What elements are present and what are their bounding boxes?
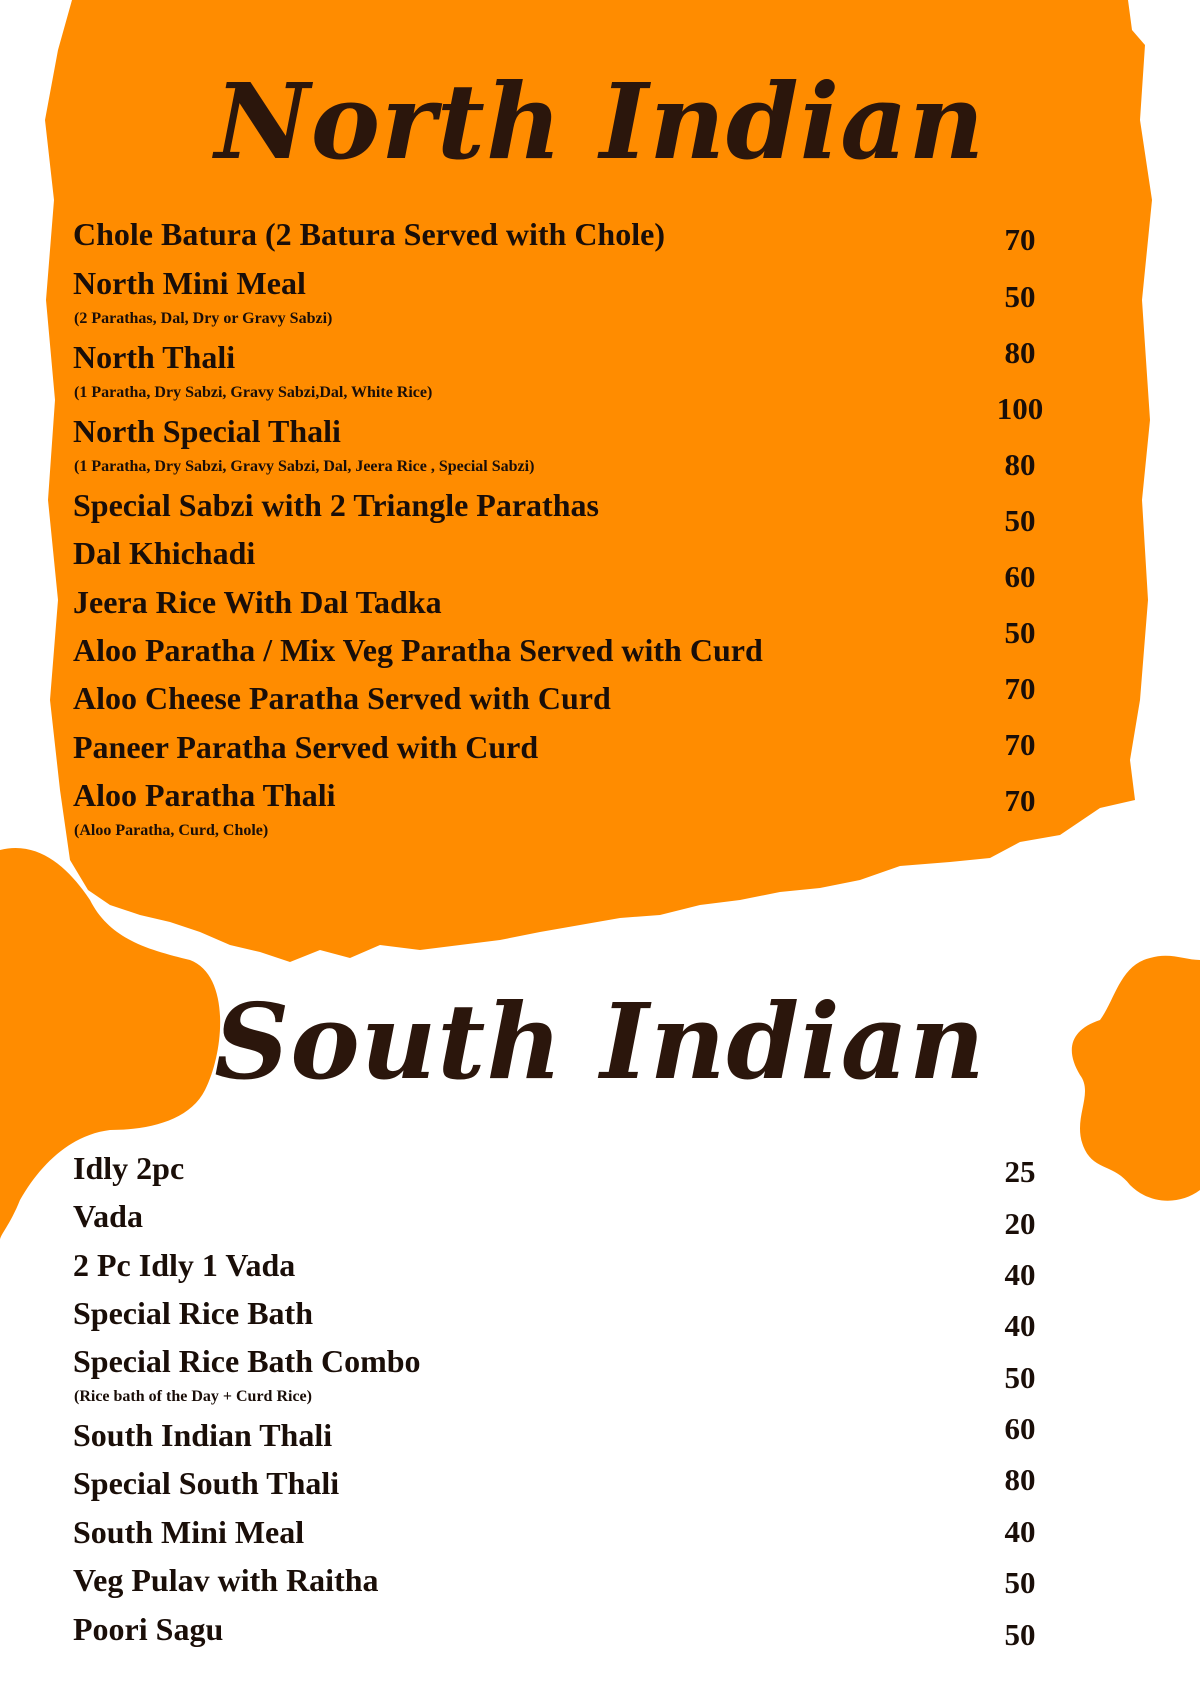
- north-item-note: (1 Paratha, Dry Sabzi, Gravy Sabzi,Dal, White Rice): [74, 384, 433, 401]
- south-item-name: Special South Thali: [73, 1465, 340, 1501]
- north-item-name: Aloo Paratha / Mix Veg Paratha Served with Curd: [73, 632, 763, 668]
- north-item-name: North Special Thali: [73, 413, 341, 449]
- north-item-name: North Thali: [73, 339, 236, 375]
- north-price: 70: [1004, 727, 1036, 762]
- north-item-name: Paneer Paratha Served with Curd: [73, 729, 539, 765]
- south-price: 40: [1004, 1514, 1036, 1549]
- south-item-name: Special Rice Bath Combo: [73, 1343, 421, 1379]
- south-price: 50: [1004, 1565, 1036, 1600]
- north-item-note: (Aloo Paratha, Curd, Chole): [74, 822, 269, 839]
- north-item-name: North Mini Meal: [73, 265, 306, 301]
- south-item-name: South Indian Thali: [73, 1417, 333, 1453]
- north-item-name: Dal Khichadi: [73, 535, 256, 571]
- south-item-name: Veg Pulav with Raitha: [73, 1562, 379, 1598]
- south-price: 40: [1004, 1257, 1036, 1292]
- north-price: 70: [1004, 222, 1036, 257]
- north-price: 50: [1004, 279, 1036, 314]
- north-item-name: Jeera Rice With Dal Tadka: [73, 584, 442, 620]
- north-indian-heading: North Indian: [214, 60, 986, 183]
- south-indian-heading: South Indian: [214, 980, 986, 1103]
- north-price: 60: [1004, 559, 1036, 594]
- south-price: 25: [1004, 1154, 1036, 1189]
- south-price: 60: [1004, 1411, 1036, 1446]
- south-price: 20: [1004, 1206, 1036, 1241]
- north-price: 70: [1004, 671, 1036, 706]
- north-price: 80: [1004, 335, 1036, 370]
- north-item-name: Special Sabzi with 2 Triangle Parathas: [73, 487, 599, 523]
- south-item-name: South Mini Meal: [73, 1514, 305, 1550]
- north-price: 80: [1004, 447, 1036, 482]
- south-item-name: 2 Pc Idly 1 Vada: [73, 1247, 296, 1283]
- north-price: 70: [1004, 783, 1036, 818]
- south-item-name: Vada: [73, 1198, 143, 1234]
- north-item-name: Aloo Paratha Thali: [73, 777, 336, 813]
- south-price: 80: [1004, 1462, 1036, 1497]
- north-item-name: Aloo Cheese Paratha Served with Curd: [73, 680, 611, 716]
- south-price: 50: [1004, 1360, 1036, 1395]
- north-price: 100: [996, 391, 1044, 426]
- north-price: 50: [1004, 503, 1036, 538]
- south-item-note: (Rice bath of the Day + Curd Rice): [74, 1388, 312, 1405]
- south-price: 50: [1004, 1617, 1036, 1652]
- north-item-note: (1 Paratha, Dry Sabzi, Gravy Sabzi, Dal, Jeera Rice , Special Sabzi): [74, 458, 535, 475]
- north-item-note: (2 Parathas, Dal, Dry or Gravy Sabzi): [74, 310, 333, 327]
- north-item-name: Chole Batura (2 Batura Served with Chole): [73, 216, 665, 252]
- south-item-name: Special Rice Bath: [73, 1295, 313, 1331]
- north-price: 50: [1004, 615, 1036, 650]
- south-price: 40: [1004, 1308, 1036, 1343]
- south-item-name: Idly 2pc: [73, 1150, 185, 1186]
- south-item-name: Poori Sagu: [73, 1611, 224, 1647]
